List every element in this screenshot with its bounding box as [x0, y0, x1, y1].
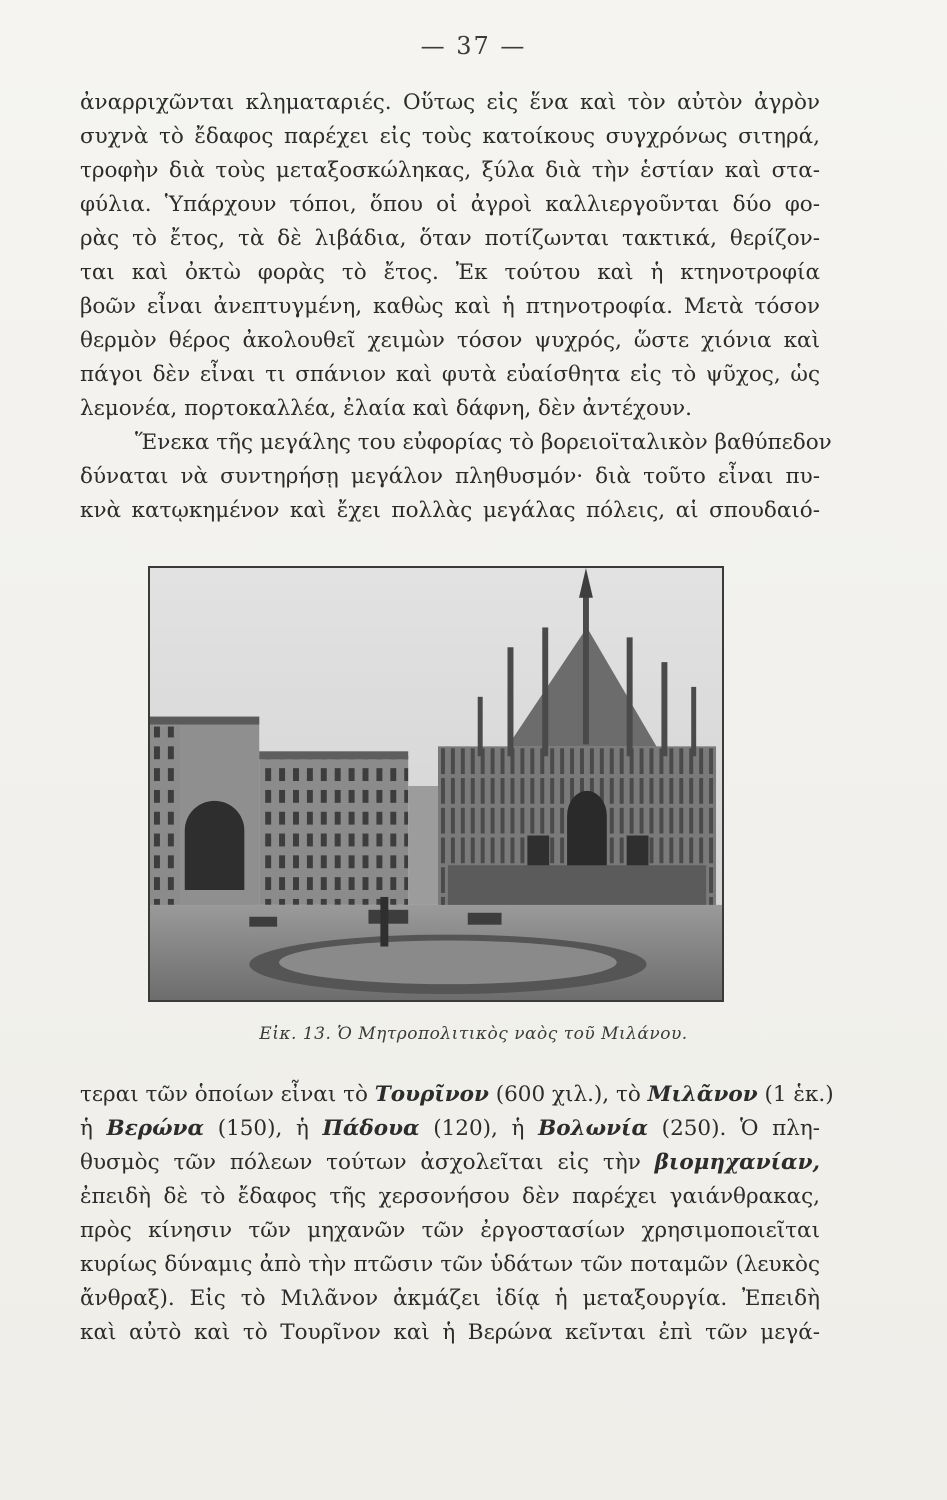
text-line: δύναται νὰ συντηρήσῃ μεγάλον πληθυσμόν· διὰ τοῦτο εἶναι πυ-: [80, 464, 820, 489]
paragraph-agriculture: [80, 86, 820, 426]
text-line: ται καὶ ὀκτὼ φορὰς τὸ ἔτος. Ἐκ τούτου καὶ ἡ κτηνοτροφία: [80, 260, 820, 285]
city-name-padua: Πάδουα: [322, 1116, 420, 1141]
piazza: [150, 897, 722, 1000]
paragraph-population: [80, 426, 832, 528]
text-line: καὶ αὐτὸ καὶ τὸ Τουρῖνον καὶ ἡ Βερώνα κεῖνται ἐπὶ τῶν μεγά-: [80, 1320, 820, 1345]
text-line: βοῶν εἶναι ἀνεπτυγμένη, καθὼς καὶ ἡ πτηνοτροφία. Μετὰ τόσον: [80, 294, 820, 319]
text-segment: ἡ: [80, 1116, 107, 1141]
text-segment: (120), ἡ: [419, 1116, 539, 1141]
text-line: θερμὸν θέρος ἀκολουθεῖ χειμὼν τόσον ψυχρός, ὥστε χιόνια καὶ: [80, 328, 820, 353]
text-line: συχνὰ τὸ ἔδαφος παρέχει εἰς τοὺς κατοίκους συγχρόνως σιτηρά,: [80, 124, 820, 149]
figure-caption: Εἰκ. 13. Ὁ Μητροπολιτικὸς ναὸς τοῦ Μιλάνου.: [259, 1024, 688, 1044]
text-line: τροφὴν διὰ τοὺς μεταξοσκώληκας, ξύλα διὰ τὴν ἑστίαν καὶ στα-: [80, 158, 820, 183]
city-name-turin: Τουρῖνον: [374, 1082, 489, 1107]
text-segment: θυσμὸς τῶν πόλεων τούτων ἀσχολεῖται εἰς τὴν: [80, 1150, 655, 1175]
paragraph-cities: [80, 1078, 834, 1350]
text-line: φύλια. Ὑπάρχουν τόποι, ὅπου οἱ ἀγροὶ καλλιεργοῦνται δύο φο-: [80, 192, 820, 217]
text-segment: (1 ἑκ.): [757, 1082, 834, 1107]
milan-cathedral-photo: [148, 566, 724, 1002]
text-segment: (150), ἡ: [204, 1116, 323, 1141]
text-line: ἀναρριχῶνται κληματαριές. Οὕτως εἰς ἕνα καὶ τὸν αὐτὸν ἀγρὸν: [80, 90, 820, 115]
text-line: [80, 1078, 834, 1112]
text-line: [80, 1112, 820, 1146]
text-line: κυρίως δύναμις ἀπὸ τὴν πτῶσιν τῶν ὑδάτων τῶν ποταμῶν (λευκὸς: [80, 1252, 820, 1277]
cathedral-illustration: [150, 568, 722, 1000]
page-number: — 37 —: [420, 32, 527, 60]
text-line: ρὰς τὸ ἔτος, τὰ δὲ λιβάδια, ὅταν ποτίζωνται τακτικά, θερίζον-: [80, 226, 820, 251]
text-line: ἐπειδὴ δὲ τὸ ἔδαφος τῆς χερσονήσου δὲν παρέχει γαιάνθρακας,: [80, 1184, 820, 1209]
text-line: πάγοι δὲν εἶναι τι σπάνιον καὶ φυτὰ εὐαίσθητα εἰς τὸ ψῦχος, ὡς: [80, 362, 820, 387]
text-line: πρὸς κίνησιν τῶν μηχανῶν τῶν ἐργοστασίων χρησιμοποιεῖται: [80, 1218, 820, 1243]
industry-term: βιομηχανίαν,: [654, 1150, 820, 1175]
text-line: [80, 1146, 820, 1180]
city-name-bologna: Βολωνία: [538, 1116, 649, 1141]
text-segment: τεραι τῶν ὁποίων εἶναι τὸ: [80, 1082, 375, 1107]
city-name-milan: Μιλᾶνον: [647, 1082, 758, 1107]
text-line: λεμονέα, πορτοκαλλέα, ἐλαία καὶ δάφνη, δὲν ἀντέχουν.: [80, 396, 692, 421]
text-line: Ἕνεκα τῆς μεγάλης του εὐφορίας τὸ βορειοϊταλικὸν βαθύπεδον: [135, 430, 832, 455]
text-segment: (600 χιλ.), τὸ: [488, 1082, 648, 1107]
text-line: ἄνθραξ). Εἰς τὸ Μιλᾶνον ἀκμάζει ἰδίᾳ ἡ μεταξουργία. Ἐπειδὴ: [80, 1286, 820, 1311]
text-line: κνὰ κατῳκημένον καὶ ἔχει πολλὰς μεγάλας πόλεις, αἱ σπουδαιό-: [80, 498, 820, 523]
city-name-verona: Βερώνα: [106, 1116, 205, 1141]
text-segment: (250). Ὁ πλη-: [648, 1116, 821, 1141]
